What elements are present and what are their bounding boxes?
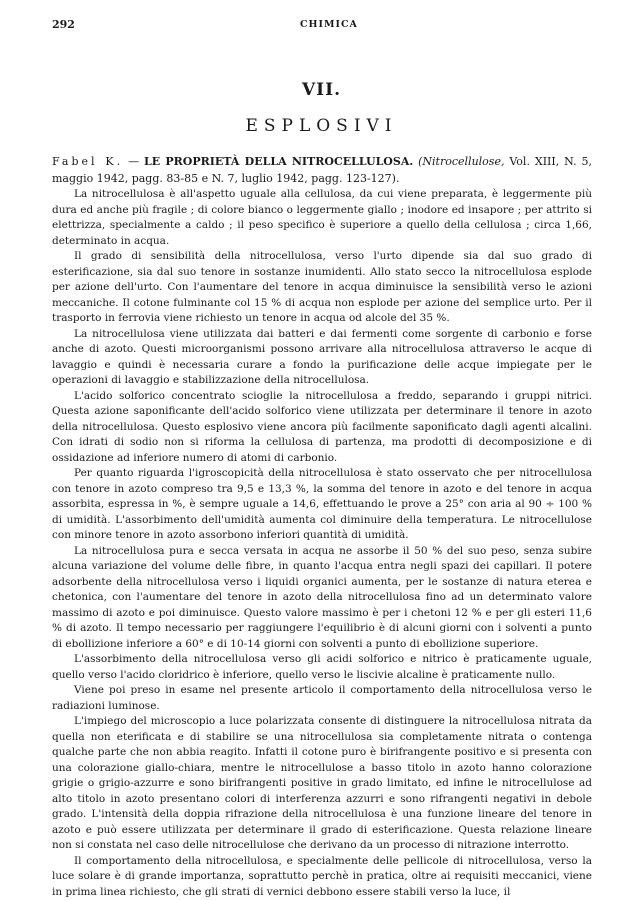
paragraph: La nitrocellulosa viene utilizzata dai batteri e dai fermenti come sorgente di carbonio e forse anche di azoto. Questi microorganismi possono arrivare alla nitrocellulosa attraverso le acque di lavaggio e quindi è necessaria curare a fondo la purificazione delle acque impiegate per le operazioni di lavaggio e stabilizzazione della nitrocellulosa.	[52, 327, 592, 386]
article-citation	[52, 153, 592, 187]
article-body	[52, 187, 592, 900]
paragraph: Il comportamento della nitrocellulosa, e specialmente delle pellicole di nitrocellulosa, verso la luce solare è di grande importanza, soprattutto perchè in pratica, oltre ai requisiti meccanici, viene in prima linea richiesto, che gli strati di vernici debbono essere stabili verso la luce, il	[52, 854, 592, 898]
paragraph: L'acido solforico concentrato scioglie la nitrocellulosa a freddo, separando i gruppi nitrici. Questa azione saponificante dell'acido solforico viene utilizzata per determinare il tenore in azoto della nitrocellulosa. Questo esplosivo viene ancora più facilmente saponificato dagli agenti alcalini. Con idrati di sodio non si riforma la cellulosa di partenza, ma prodotti di decomposizione e di ossidazione ad inferiore numero di atomi di carbonio.	[52, 389, 592, 464]
page-number: 292	[52, 18, 75, 31]
paragraph: Viene poi preso in esame nel presente articolo il comportamento della nitrocellulosa verso le radiazioni luminose.	[52, 684, 592, 712]
paragraph: Il grado di sensibilità della nitrocellulosa, verso l'urto dipende sia dal suo grado di esterificazione, sia dal suo tenore in sostanze inumidenti. Allo stato secco la nitrocellulosa esplode per azione dell'urto. Con l'aumentare del tenore in acqua diminuisce la sensibilità verso le azioni meccaniche. Il cotone fulminante col 15 % di acqua non esplode per azione del semplice urto. Per il trasporto in ferrovia viene richiesto un tenore in acqua od alcole del 35 %.	[52, 250, 592, 324]
chapter-numeral: VII.	[301, 80, 341, 100]
paragraph: La nitrocellulosa è all'aspetto uguale alla cellulosa, da cui viene preparata, è leggermente più dura ed anche più fragile ; di colore bianco o leggermente giallo ; inodore ed insapore ; per attrito si elettrizza, specialmente a caldo ; il peso specifico è superiore a quello della cellulosa ; circa 1,66, determinato in acqua.	[52, 188, 592, 247]
chapter-title: ESPLOSIVI	[245, 116, 398, 136]
citation-dash: —	[123, 155, 144, 168]
citation-journal: (Nitrocellulose,	[418, 155, 505, 168]
running-head: CHIMICA	[300, 19, 358, 30]
paragraph: L'impiego del microscopio a luce polarizzata consente di distinguere la nitrocellulosa nitrata da quella non eterificata e di stabilire se una nitrocellulosa sia completamente nitrata o contenga qualche parte che non abbia reagito. Infatti il cotone puro è birifrangente positivo e si presenta con una colorazione giallo-chiara, mentre le nitrocellulose a basso titolo in azoto hanno colorazione grigie o grigio-azzurre e sono birifrangenti positive in grado limitato, ed infine le nitrocellulose ad alto titolo in azoto presentano colori di interferenza azzurri e sono rifrangenti negativi in debole grado. L'intensità della doppia rifrazione della nitrocellulosa è una funzione lineare del tenore in azoto e può essere utilizzata per determinare il grado di esterificazione. Questa relazione lineare non si constata nel caso delle nitrocellulose che derivano da un processo di nitrazione interrotto.	[52, 715, 592, 851]
paragraph: Per quanto riguarda l'igroscopicità della nitrocellulosa è stato osservato che per nitrocellulosa con tenore in azoto compreso tra 9,5 e 13,3 %, la somma del tenore in azoto e del tenore in acqua assorbita, espressa in %, è sempre uguale a 14,6, effettuando le prove a 25° con aria al 90 ÷ 100 % di umidità. L'assorbimento dell'umidità aumenta col diminuire della temperatura. Le nitrocellulose con minore tenore in azoto assorbono inferiori quantità di umidità.	[52, 467, 592, 541]
page-header	[52, 18, 592, 34]
citation-details: Vol. XIII, N. 5, maggio 1942, pagg. 83-85 e N. 7, luglio 1942, pagg. 123-127).	[52, 155, 592, 185]
paragraph: L'assorbimento della nitrocellulosa verso gli acidi solforico e nitrico è praticamente uguale, quello verso l'acido cloridrico è inferiore, quello verso le liscivie alcaline è praticamente nullo.	[52, 653, 592, 681]
paragraph: La nitrocellulosa pura e secca versata in acqua ne assorbe il 50 % del suo peso, senza subire alcuna variazione del volume delle fibre, in quanto l'acqua entra negli spazi dei capillari. Il potere adsorbente della nitrocellulosa verso i liquidi organici aumenta, per le sostanze di natura eterea e chetonica, con l'aumentare del tenore in azoto della nitrocellulosa fino ad un determinato valore massimo di azoto e poi diminuisce. Questo valore massimo è per i chetoni 12 % e per gli esteri 11,6 % di azoto. Il tempo necessario per raggiungere l'equilibrio è di alcuni giorni con i solventi a punto di ebollizione inferiore a 60° e di 10-14 giorni con solventi a punto di ebollizione superiore.	[52, 544, 592, 650]
citation-title: LE PROPRIETÀ DELLA NITROCELLULOSA.	[144, 155, 414, 168]
citation-author: Fabel K.	[52, 155, 124, 168]
